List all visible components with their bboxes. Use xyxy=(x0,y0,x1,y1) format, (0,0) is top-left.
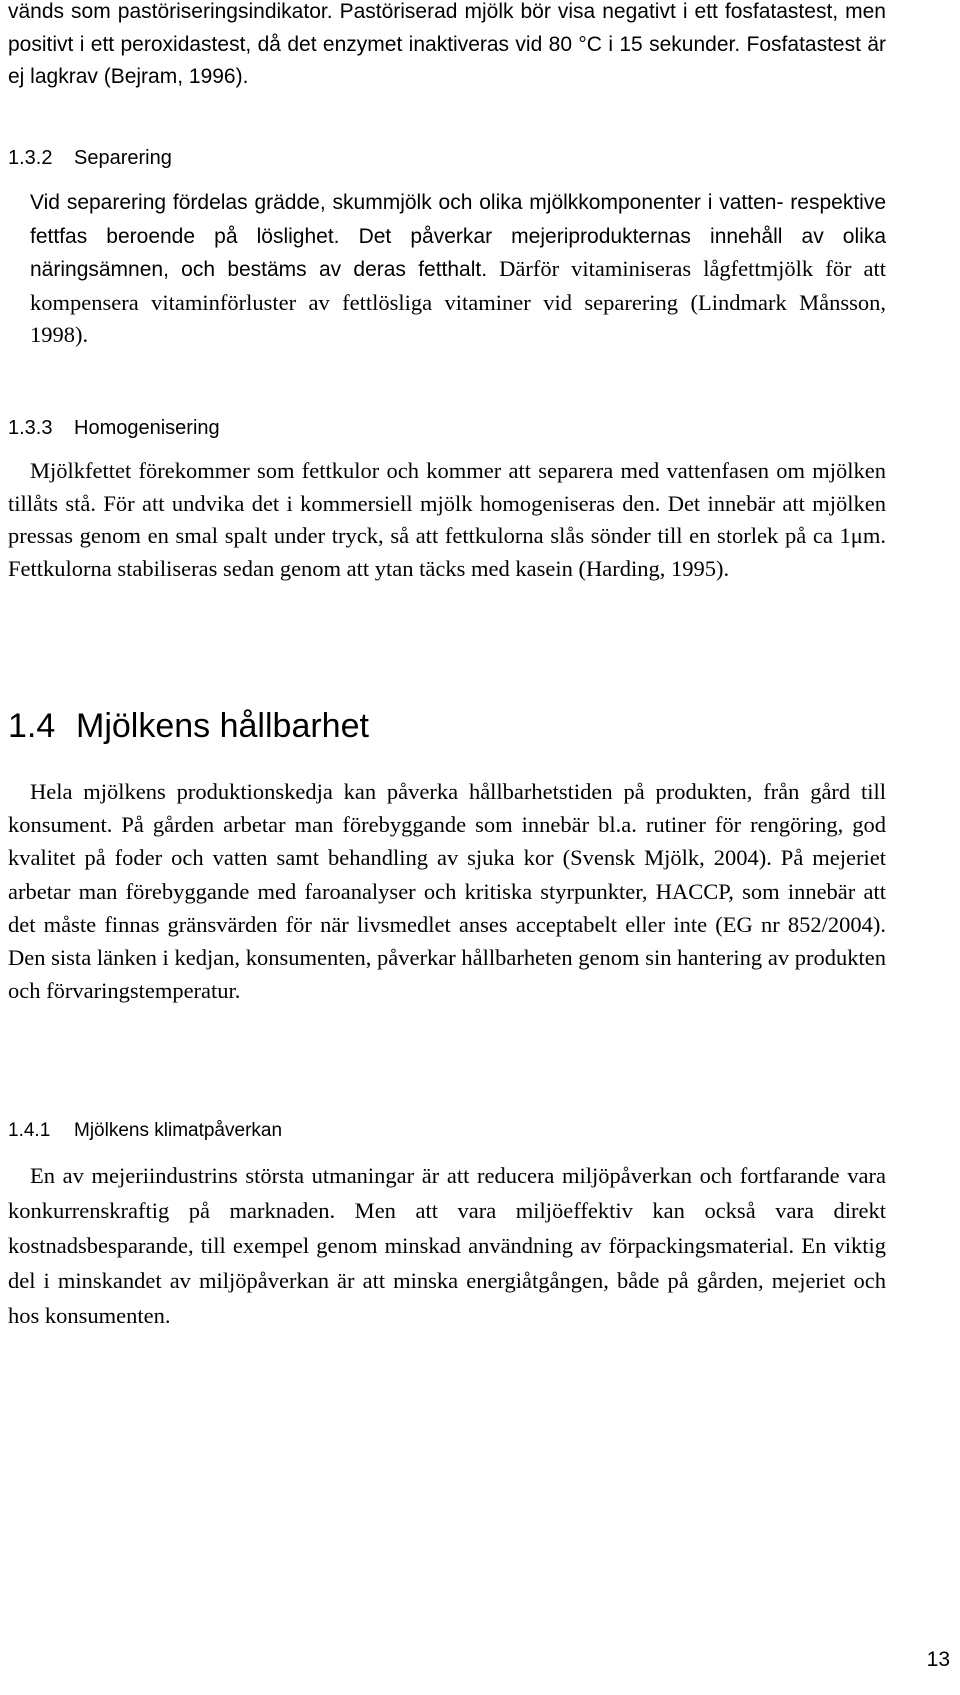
section-heading-1-3-2 xyxy=(8,144,172,172)
section-heading-1-4 xyxy=(8,706,369,746)
section-number: 1.4 xyxy=(8,707,56,745)
section-number: 1.4.1 xyxy=(8,1120,51,1141)
section-title: Mjölkens hållbarhet xyxy=(76,707,369,745)
separering-text-sans: Vid separering fördelas grädde, skummjölk och olika mjölkkomponenter i vatten- respektive fettfas beroende på löslighet. Det påverkar mejeriprodukternas innehåll av olika näringsämnen, och bestäms av deras fetthalt. xyxy=(30,191,886,281)
section-title: Homogenisering xyxy=(74,417,220,439)
separering-text-serif: Därför vitaminiseras lågfettmjölk för att kompensera vitaminförluster av fettlösliga vitaminer vid separering (Lindmark Månsson, 1998). xyxy=(30,256,887,347)
hallbarhet-paragraph: Hela mjölkens produktionskedja kan påverka hållbarhetstiden på produkten, från gård till konsument. På gården arbetar man förebyggande som innebär bl.a. rutiner för rengöring, god kvalitet på foder och vatten samt behandling av sjuka kor (Svensk Mjölk, 2004). På mejeriet arbetar man förebyggande med faroanalyser och kritiska styrpunkter, HACCP, som innebär att det måste finnas gränsvärden för när livsmedlet anses acceptabelt eller inte (EG nr 852/2004). Den sista länken i kedjan, konsumenten, påverkar hållbarheten genom sin hantering av produkten och förvaringstemperatur. xyxy=(8,779,886,1004)
klimatpaverkan-paragraph: En av mejeriindustrins största utmaningar är att reducera miljöpåverkan och fortfarande vara konkurrenskraftig på marknaden. Men att vara miljöeffektiv kan också vara direkt kostnadsbesparande, till exempel genom minskad användning av förpackingsmaterial. En viktig del i minskandet av miljöpåverkan är att minska energiåtgången, både på gården, mejeriet och hos konsumenten. xyxy=(8,1163,886,1328)
section-number: 1.3.3 xyxy=(8,417,53,439)
section-title: Separering xyxy=(74,147,172,169)
homogenisering-paragraph: Mjölkfettet förekommer som fettkulor och kommer att separera med vattenfasen om mjölken tillåts stå. För att undvika det i kommersiell mjölk homogeniseras den. Det innebär att mjölken pressas genom en smal spalt under tryck, så att fettkulorna slås sönder till en storlek på ca 1μm. Fettkulorna stabiliseras sedan genom att ytan täcks med kasein (Harding, 1995). xyxy=(8,458,886,581)
section-number: 1.3.2 xyxy=(8,147,53,169)
section-heading-1-4-1 xyxy=(8,1117,282,1145)
page-number: 13 xyxy=(926,1648,950,1671)
separering-paragraph xyxy=(30,186,886,352)
section-heading-1-3-3 xyxy=(8,414,220,442)
intro-paragraph: vänds som pastöriseringsindikator. Pastöriserad mjölk bör visa negativt i ett fosfatastest, men positivt i ett peroxidastest, då det enzymet inaktiveras vid 80 °C i 15 sekunder. Fosfatastest är ej lagkrav (Bejram, 1996). xyxy=(8,0,886,88)
section-title: Mjölkens klimatpåverkan xyxy=(74,1120,283,1141)
